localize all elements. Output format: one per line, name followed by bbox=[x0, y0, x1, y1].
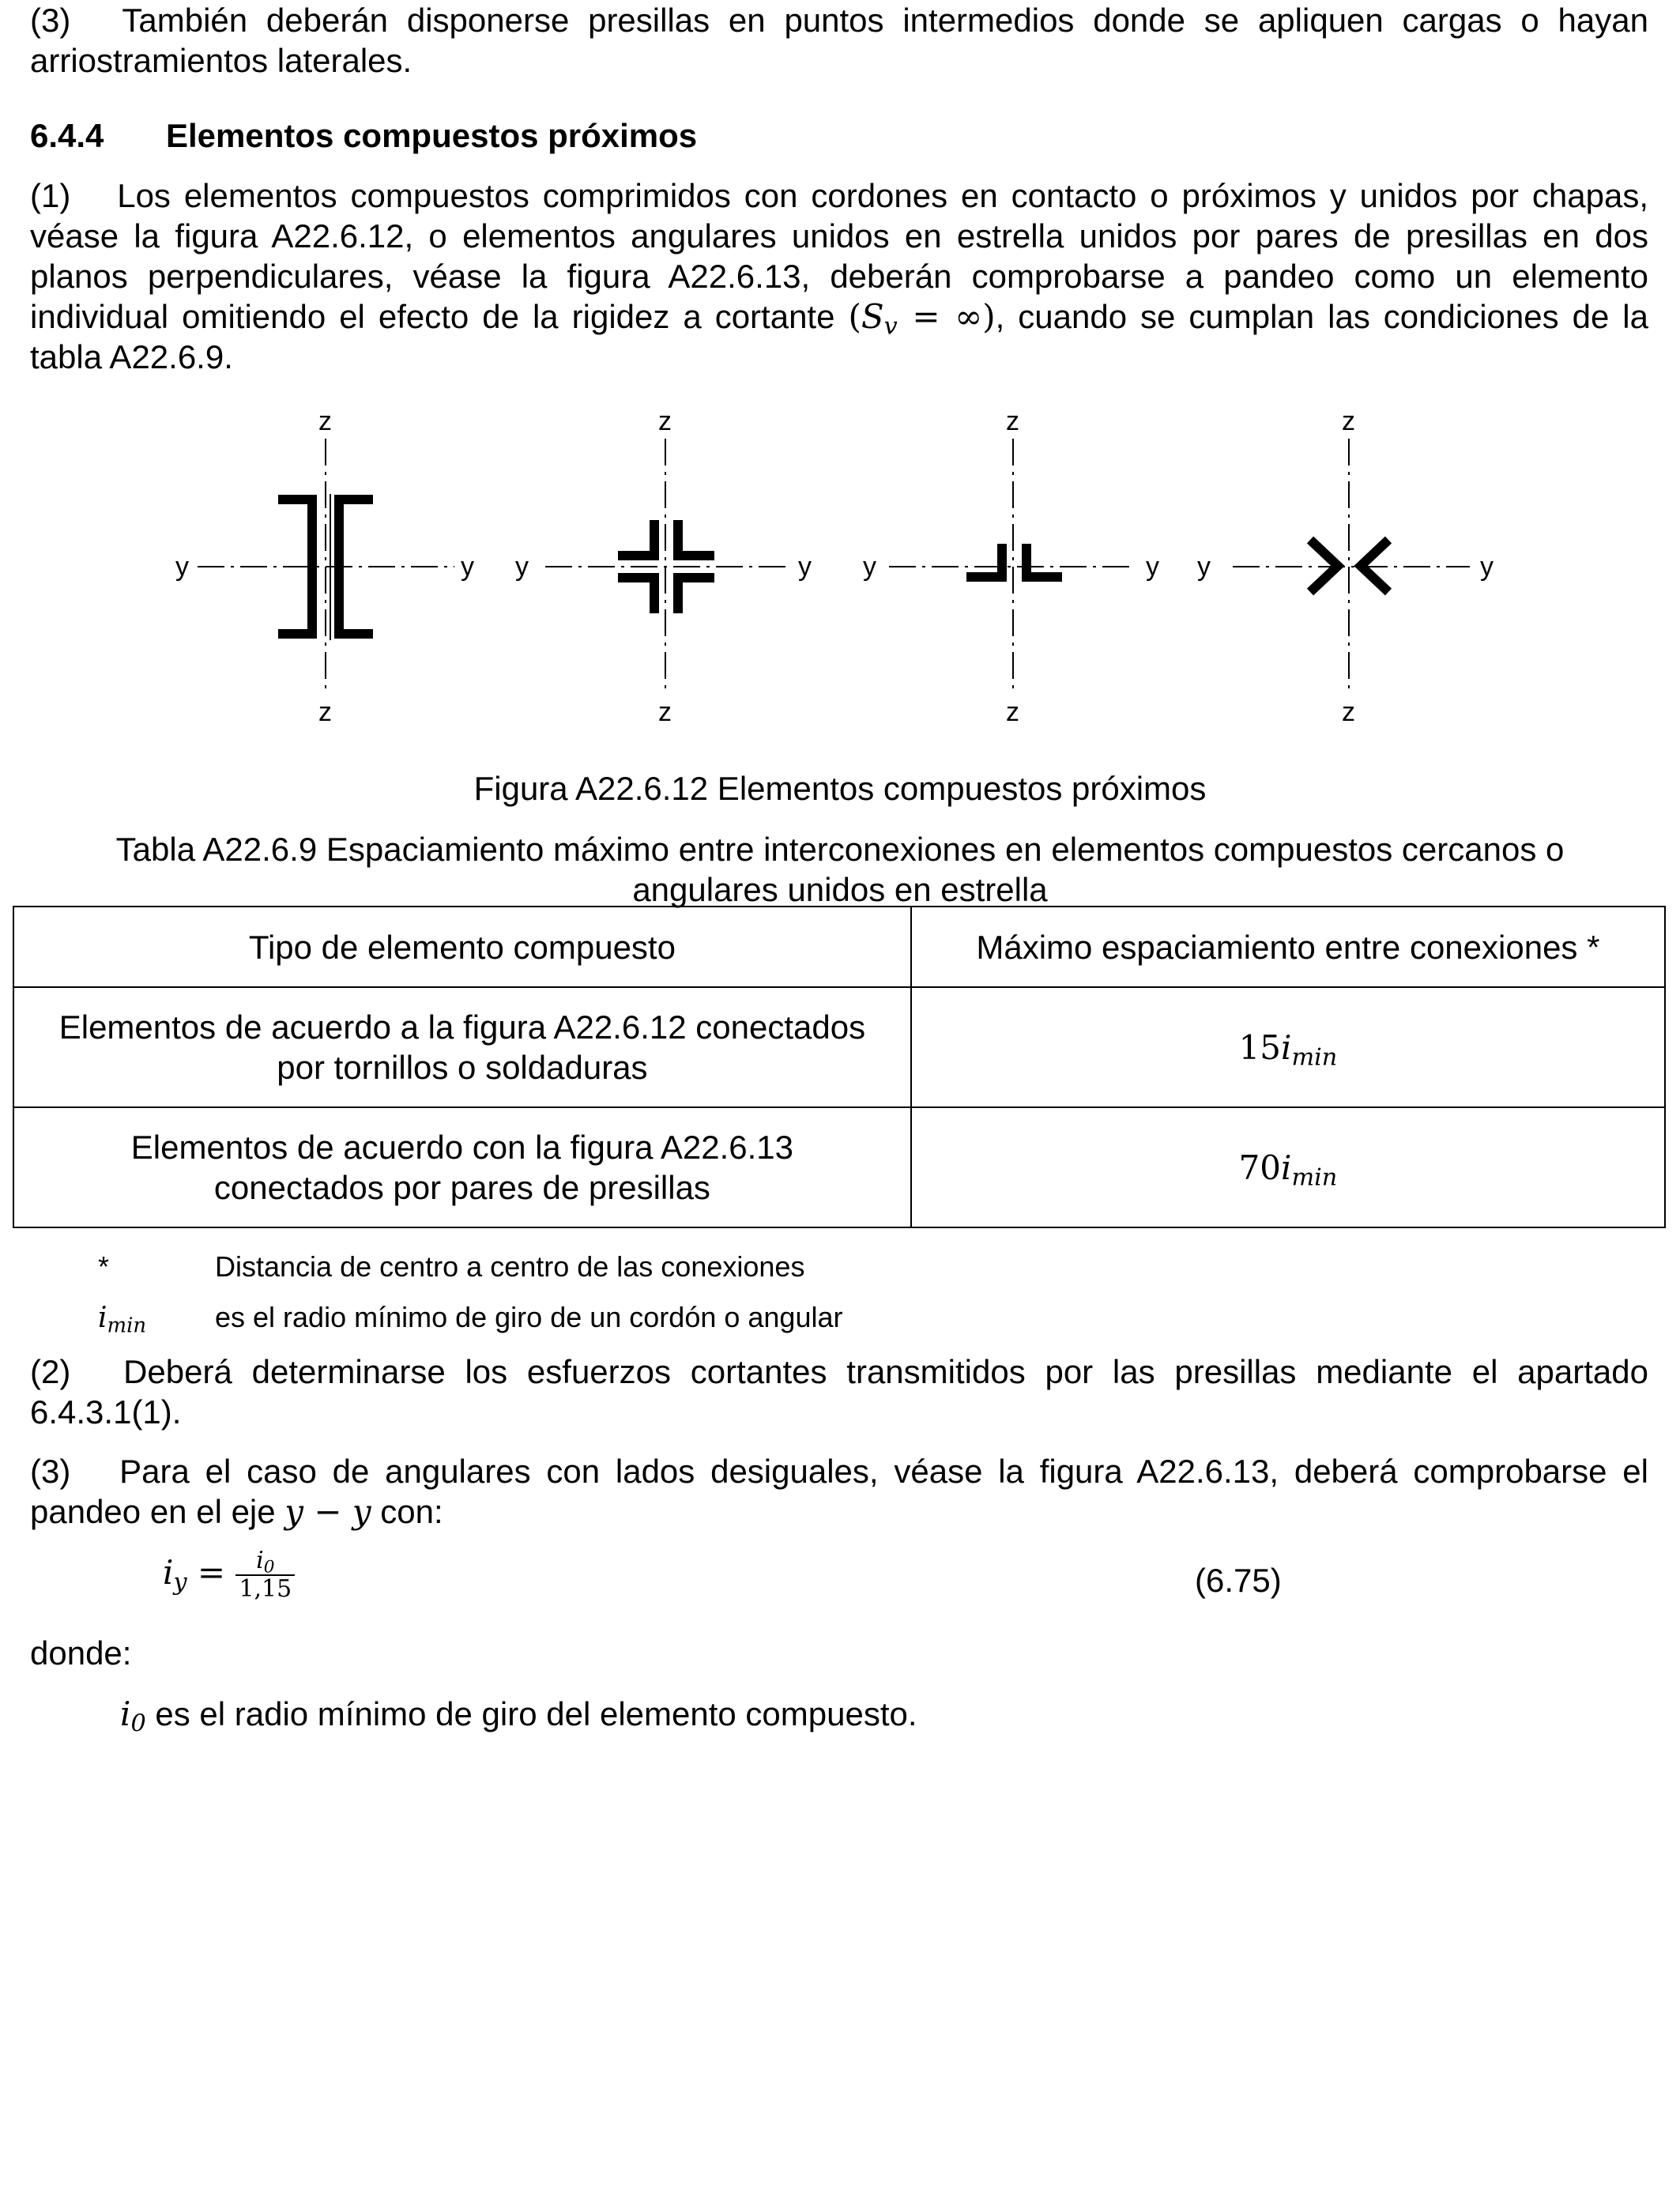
eq-lhs-var: i bbox=[163, 1553, 174, 1593]
cell-line: Elementos de acuerdo con la figura A22.6.13 bbox=[130, 1129, 794, 1166]
spacing-sub: min bbox=[1291, 1043, 1338, 1072]
footnote-sub: min bbox=[107, 1314, 147, 1338]
section-four-angles bbox=[545, 439, 790, 692]
paragraph-text-a: (3) Para el caso de angulares con lados desiguales, véase la figura A22.6.13, deberá comprobarse el pandeo en el eje bbox=[30, 1453, 1648, 1530]
table-header: Tipo de elemento compuesto bbox=[13, 907, 911, 987]
math-eq: = ∞) bbox=[897, 297, 996, 336]
paragraph-text-a: (1) Los elementos compuestos comprimidos con cordones en contacto o próximos y unidos por chapas, véase la figura A22.6.12, o elementos angulares unidos en estrella unidos por pares de presillas en dos planos perpendiculares, véase la figura A22.6.13, deberán comprobarse a pandeo como un elemento individual omitiendo el efecto de la rigidez a cortante bbox=[30, 177, 1648, 335]
axis-label-z: z bbox=[1006, 406, 1019, 436]
table-header: Máximo espaciamiento entre conexiones * bbox=[911, 907, 1665, 987]
axis-label-z: z bbox=[1342, 697, 1355, 727]
cell-line: conectados por pares de presillas bbox=[213, 1169, 710, 1206]
table-row bbox=[13, 987, 1665, 1107]
table-header-row bbox=[13, 907, 1665, 987]
def-var: i bbox=[120, 1695, 131, 1733]
paragraph-1 bbox=[30, 175, 1648, 377]
axis-label-y: y bbox=[175, 552, 189, 582]
section-heading bbox=[30, 117, 697, 155]
table-cell-spacing bbox=[911, 987, 1665, 1107]
table-caption-line2: angulares unidos en estrella bbox=[632, 871, 1048, 908]
section-title: Elementos compuestos próximos bbox=[166, 117, 698, 154]
table-cell-spacing bbox=[911, 1107, 1665, 1227]
axis-label-y: y bbox=[798, 552, 812, 582]
definition-i0 bbox=[120, 1695, 917, 1738]
paragraph-2 bbox=[30, 1351, 1648, 1432]
paragraph-3 bbox=[30, 1451, 1648, 1532]
def-sub: 0 bbox=[130, 1710, 146, 1738]
footnote-symbol bbox=[98, 1301, 147, 1338]
figure-caption: Figura A22.6.12 Elementos compuestos próximos bbox=[473, 770, 1207, 807]
footnote-text: Distancia de centro a centro de las conexiones bbox=[215, 1250, 805, 1283]
footnote-text: es el radio mínimo de giro de un cordón o angular bbox=[215, 1301, 843, 1333]
axis-label-y: y bbox=[1146, 552, 1159, 582]
spacing-var: i bbox=[1281, 1027, 1292, 1067]
paragraph-3-top bbox=[30, 0, 1648, 81]
paragraph-text: (3) También deberán disponerse presillas en puntos intermedios donde se apliquen cargas o hayan arriostramientos laterales. bbox=[30, 2, 1648, 79]
section-number: 6.4.4 bbox=[30, 117, 104, 154]
cell-line: por tornillos o soldaduras bbox=[277, 1049, 648, 1086]
footnote-symbol: * bbox=[98, 1250, 110, 1283]
eq-num-sub: 0 bbox=[263, 1557, 275, 1578]
axis-label-z: z bbox=[1006, 697, 1019, 727]
axis-label-y: y bbox=[461, 552, 474, 582]
spacing-table bbox=[13, 906, 1666, 1228]
footnote-var: i bbox=[98, 1302, 107, 1334]
spacing-coef: 15 bbox=[1238, 1027, 1282, 1067]
axis-label-y: y bbox=[1197, 552, 1211, 582]
math-open: ( bbox=[848, 297, 861, 336]
equation-6-75 bbox=[163, 1547, 295, 1603]
eq-fraction bbox=[235, 1547, 295, 1603]
def-text: es el radio mínimo de giro del elemento compuesto. bbox=[145, 1695, 917, 1732]
paragraph-text-b: , cuando se cumplan las condiciones de la tabla A22.6.9. bbox=[30, 298, 1648, 375]
eq-num-var: i bbox=[256, 1547, 264, 1574]
donde-label: donde: bbox=[30, 1634, 132, 1672]
figure-composite-elements bbox=[0, 395, 1680, 727]
table-caption-line1: Tabla A22.6.9 Espaciamiento máximo entre interconexiones en elementos compuestos cercanos o bbox=[115, 831, 1565, 868]
paragraph-text: (2) Deberá determinarse los esfuerzos cortantes transmitidos por las presillas mediante el apartado 6.4.3.1(1). bbox=[30, 1353, 1648, 1431]
eq-equals: = bbox=[186, 1553, 236, 1593]
math-sub-v: v bbox=[883, 312, 898, 341]
section-star-angles bbox=[1233, 439, 1470, 692]
table-cell-type bbox=[13, 987, 911, 1107]
math-yy: y − y bbox=[284, 1492, 371, 1531]
section-two-angles bbox=[889, 439, 1134, 692]
spacing-var: i bbox=[1281, 1148, 1292, 1187]
axis-label-z: z bbox=[658, 406, 672, 436]
axis-label-y: y bbox=[1480, 552, 1494, 582]
axis-label-z: z bbox=[318, 406, 332, 436]
eq-lhs-sub: y bbox=[173, 1568, 187, 1596]
axis-label-z: z bbox=[1342, 406, 1355, 436]
table-row bbox=[13, 1107, 1665, 1227]
spacing-sub: min bbox=[1291, 1163, 1338, 1192]
table-cell-type bbox=[13, 1107, 911, 1227]
axis-label-z: z bbox=[318, 697, 332, 727]
math-S: S bbox=[861, 297, 884, 336]
section-channels bbox=[198, 439, 454, 692]
paragraph-text-b: con: bbox=[371, 1493, 443, 1530]
cell-line: Elementos de acuerdo a la figura A22.6.12 conectados bbox=[58, 1008, 866, 1046]
axis-label-y: y bbox=[863, 552, 876, 582]
axis-label-y: y bbox=[515, 552, 529, 582]
eq-numerator bbox=[235, 1547, 295, 1578]
eq-denominator: 1,15 bbox=[235, 1574, 295, 1603]
spacing-coef: 70 bbox=[1238, 1148, 1282, 1187]
axis-label-z: z bbox=[658, 697, 672, 727]
equation-number: (6.75) bbox=[1195, 1562, 1282, 1599]
